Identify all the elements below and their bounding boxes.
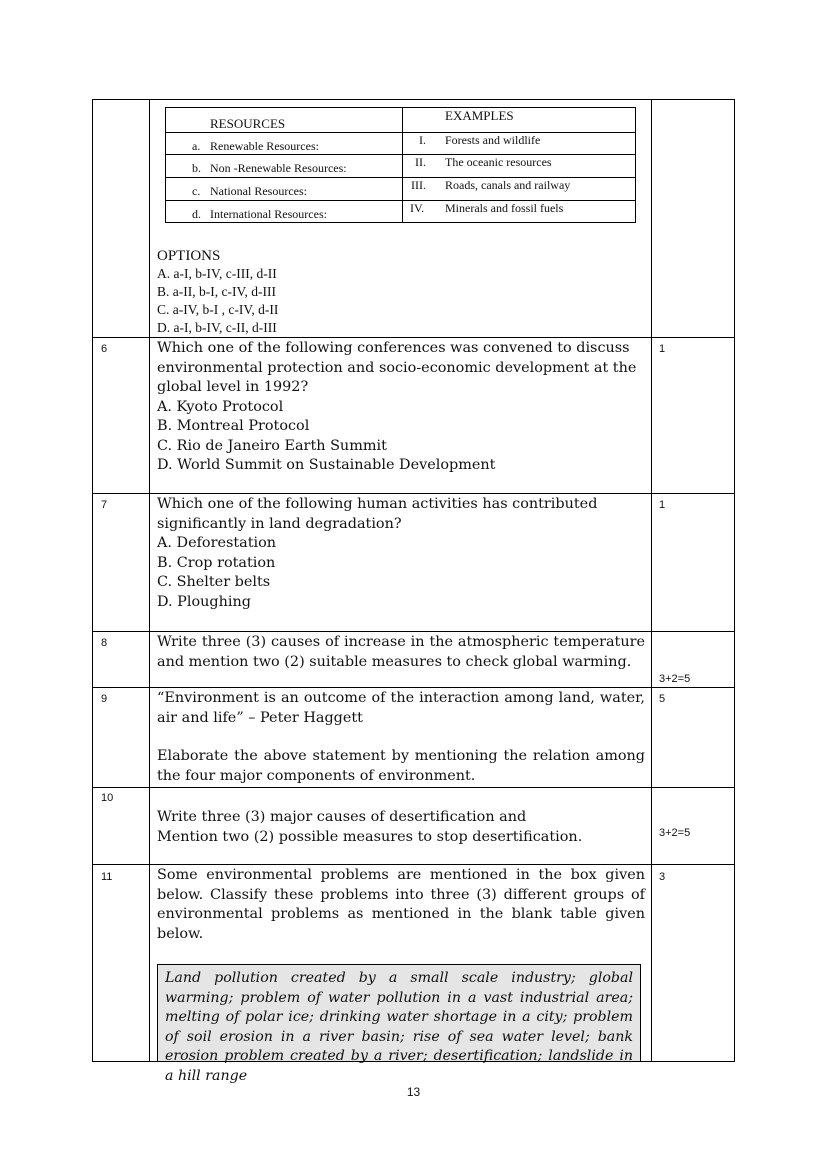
- resources-table: [165, 107, 636, 223]
- resource-letter: c.: [192, 184, 201, 198]
- question-text-line: Mention two (2) possible measures to stop desertification.: [157, 828, 583, 845]
- row-divider: [93, 493, 734, 494]
- question-text: Which one of the following human activities has contributed significantly in land degradation?: [157, 496, 598, 532]
- examples-header: EXAMPLES: [445, 108, 514, 123]
- example-name: Forests and wildlife: [445, 133, 541, 147]
- option-item: D. a-I, b-IV, c-II, d-III: [157, 320, 277, 335]
- question-marks: 1: [659, 343, 666, 355]
- example-name: The oceanic resources: [445, 155, 552, 169]
- option-item: A. a-I, b-IV, c-III, d-II: [157, 266, 277, 281]
- question-marks: 3+2=5: [659, 827, 691, 839]
- row-divider: [93, 864, 734, 865]
- column-divider: [149, 100, 150, 1061]
- resource-name: Non -Renewable Resources:: [210, 161, 347, 175]
- row-divider: [93, 787, 734, 788]
- resources-column-divider: [402, 108, 403, 222]
- question-number: 9: [101, 693, 108, 705]
- question-10: [157, 808, 645, 847]
- option-item: C. a-IV, b-I , c-IV, d-II: [157, 302, 279, 317]
- question-11: [157, 866, 645, 944]
- question-table: [92, 99, 735, 1084]
- question-7: [157, 495, 645, 612]
- page-number: 13: [406, 1085, 421, 1099]
- options-heading: OPTIONS: [157, 248, 221, 264]
- answer-option: A. Deforestation: [157, 535, 277, 551]
- option-item: B. a-II, b-I, c-IV, d-III: [157, 284, 276, 299]
- problems-box: Land pollution created by a small scale industry; global warming; problem of water pollution in a vast industrial area; melting of polar ice; drinking water shortage in a city; problem of soil erosion in a river basin; rise of sea water level; bank erosion problem created by a river; desertification; landslide in a hill range: [157, 964, 641, 1062]
- question-number: 8: [101, 637, 108, 649]
- answer-option: B. Montreal Protocol: [157, 418, 310, 434]
- row-divider: [93, 687, 734, 688]
- answer-option: A. Kyoto Protocol: [157, 398, 284, 415]
- resource-name: Renewable Resources:: [210, 139, 319, 153]
- question-number: 10: [101, 792, 114, 804]
- answer-option: D. World Summit on Sustainable Development: [157, 457, 496, 473]
- question-text-line: Write three (3) major causes of desertification and: [157, 809, 527, 825]
- answer-option: B. Crop rotation: [157, 554, 276, 571]
- question-9: [157, 689, 645, 786]
- resources-row-divider: [166, 132, 635, 133]
- example-numeral: III.: [411, 178, 426, 192]
- question-number: 7: [101, 499, 108, 511]
- question-number: 11: [101, 871, 113, 883]
- example-numeral: II.: [415, 155, 426, 169]
- question-6: [157, 339, 645, 476]
- question-text: Some environmental problems are mentioned in the box given below. Classify these problems into three (3) different groups of environmental problems as mentioned in the blank table given below.: [157, 867, 645, 942]
- resources-row-divider: [166, 200, 635, 201]
- resources-header: RESOURCES: [210, 116, 286, 131]
- question-marks: 1: [659, 499, 666, 511]
- resource-letter: b.: [192, 161, 201, 175]
- resources-row-divider: [166, 154, 635, 155]
- example-numeral: IV.: [410, 201, 425, 215]
- resource-name: International Resources:: [210, 207, 327, 221]
- question-text: Elaborate the above statement by mentioning the relation among the four major components of environment.: [157, 748, 645, 784]
- question-quote: “Environment is an outcome of the interaction among land, water, air and life” – Peter Haggett: [157, 690, 645, 726]
- question-number: 6: [101, 343, 108, 355]
- question-marks: 3+2=5: [659, 673, 691, 685]
- question-8: [157, 633, 645, 672]
- question-marks: 3: [659, 871, 666, 883]
- answer-option: C. Rio de Janeiro Earth Summit: [157, 437, 387, 454]
- question-text: Write three (3) causes of increase in the atmospheric temperature and mention two (2) suitable measures to check global warming.: [157, 634, 645, 670]
- example-numeral: I.: [419, 133, 426, 147]
- row-divider: [93, 631, 734, 632]
- resource-name: National Resources:: [210, 184, 307, 198]
- resource-letter: a.: [192, 139, 201, 153]
- answer-option: C. Shelter belts: [157, 574, 271, 590]
- row-divider: [93, 337, 734, 338]
- q5-options: [157, 247, 278, 337]
- question-marks: 5: [659, 693, 666, 705]
- question-text: Which one of the following conferences was convened to discuss environmental protection and socio-economic development at the global level in 1992?: [157, 340, 637, 395]
- example-name: Roads, canals and railway: [445, 178, 571, 192]
- answer-option: D. Ploughing: [157, 593, 251, 610]
- resource-letter: d.: [192, 207, 201, 221]
- column-divider: [651, 100, 652, 1061]
- example-name: Minerals and fossil fuels: [445, 201, 564, 215]
